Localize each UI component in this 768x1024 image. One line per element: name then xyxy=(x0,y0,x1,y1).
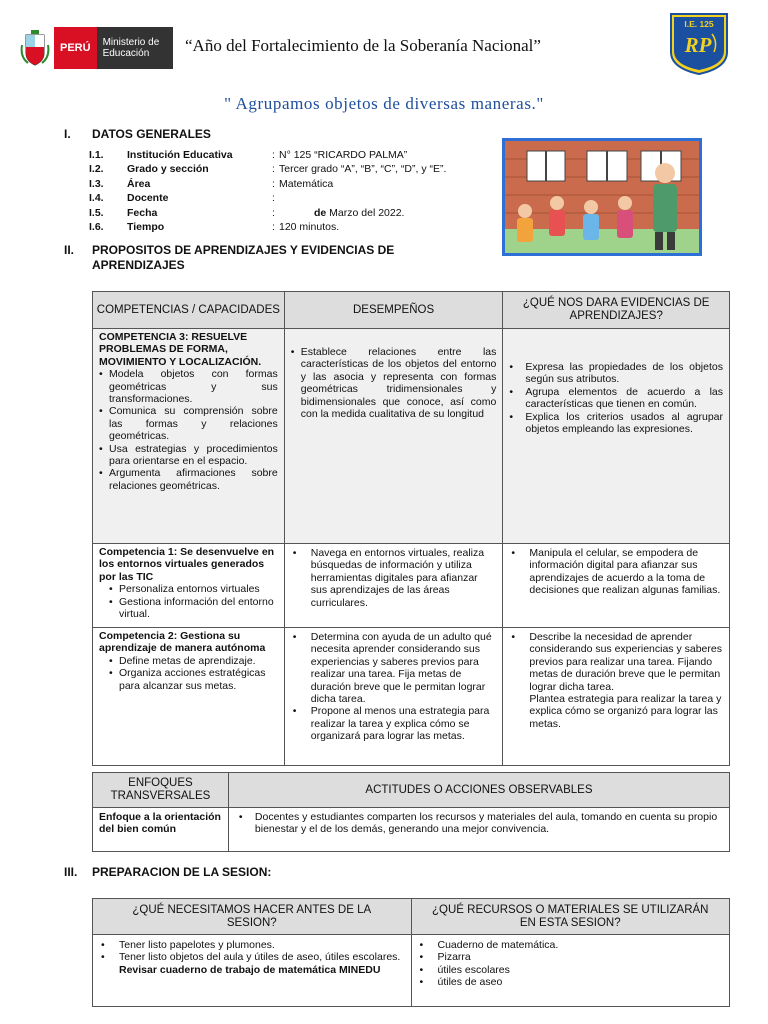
school-badge-initials: RP xyxy=(684,33,712,57)
peru-label: PERÚ xyxy=(54,27,97,69)
evidence-list xyxy=(509,361,723,435)
list-item: • Comunica su comprensión sobre las formas y relaciones geométricas. xyxy=(99,405,278,442)
general-data-key: Área xyxy=(127,177,151,190)
approach-actions xyxy=(228,808,729,852)
list-item: • Explica los criterios usados al agrupar objetos empleando las expresiones. xyxy=(509,411,723,436)
list-item: • Determina con ayuda de un adulto qué necesita aprender considerando sus experiencias y saberes previos para realizar una tarea. Fija metas de duración breve que le permitan lograr dicha tarea. xyxy=(293,631,497,705)
general-data-key: Institución Educativa xyxy=(127,149,233,161)
school-badge-top: I.E. 125 xyxy=(684,19,714,29)
performance-cell xyxy=(284,628,503,766)
evidence-list xyxy=(511,547,723,597)
list-item: • Define metas de aprendizaje. xyxy=(109,655,278,667)
section2-title: PROPOSITOS DE APRENDIZAJES Y EVIDENCIAS DE APRENDIZAJES xyxy=(92,243,395,272)
list-item: • Personaliza entornos virtuales xyxy=(109,583,278,595)
preparation-header-before: ¿QUÉ NECESITAMOS HACER ANTES DE LA SESION? xyxy=(93,899,412,935)
list-item: • Propone al menos una estrategia para realizar la tarea y explica cómo se organizará para lograr las metas. xyxy=(293,705,497,742)
section2-number: II. xyxy=(64,243,75,257)
general-data-value: N° 125 “RICARDO PALMA” xyxy=(279,149,408,161)
purposes-header-competencies: COMPETENCIAS / CAPACIDADES xyxy=(93,292,285,329)
general-data-number: I.6. xyxy=(89,221,104,233)
approach-name: Enfoque a la orientación del bien común xyxy=(93,808,229,852)
section1-number: I. xyxy=(64,127,71,141)
peru-shield-icon xyxy=(20,27,50,69)
general-data-value: 120 minutos. xyxy=(279,221,340,233)
section3-number: III. xyxy=(64,865,78,879)
actions-list xyxy=(239,811,723,836)
materials-cell xyxy=(411,935,730,1007)
list-item: • Describe la necesidad de aprender considerando sus experiencias y saberes previos para realizar una tarea. Fijando metas de duración breve que le permitan lograr dicha tarea. Plantea estrategia para realizar la tarea y explica cómo se organizó para lograr las metas. xyxy=(511,631,723,730)
purposes-table xyxy=(92,291,730,766)
competence-title: COMPETENCIA 3: RESUELVE PROBLEMAS DE FORMA, MOVIMIENTO Y LOCALIZACIÓN. xyxy=(99,331,262,368)
purposes-header-performances: DESEMPEÑOS xyxy=(284,292,503,329)
materials-list xyxy=(420,939,724,989)
general-data-number: I.2. xyxy=(89,163,104,176)
performance-cell xyxy=(284,329,503,544)
classroom-illustration xyxy=(502,138,702,256)
section1-title: DATOS GENERALES xyxy=(92,127,211,141)
list-item: • Navega en entornos virtuales, realiza búsquedas de información y utiliza herramientas digitales para afianzar sus aprendizajes de las áreas curriculares. xyxy=(293,547,497,609)
section1-heading xyxy=(64,127,211,141)
approaches-header-approach: ENFOQUES TRANSVERSALES xyxy=(93,773,229,808)
list-item: • Manipula el celular, se empodera de información digital para afianzar sus aprendizajes de acuerdo a la toma de decisiones que realizan algunas familias. xyxy=(511,547,723,597)
general-data-value: de Marzo del 2022. xyxy=(314,206,405,219)
general-data-number: I.1. xyxy=(89,149,104,161)
capacities-list xyxy=(99,583,278,620)
list-item: • Agrupa elementos de acuerdo a las características que tienen en común. xyxy=(509,386,723,411)
list-item: • Tener listo papelotes y plumones. xyxy=(101,939,405,951)
general-data-colon: : xyxy=(272,149,275,161)
general-data-key: Fecha xyxy=(127,206,158,219)
list-item: • Organiza acciones estratégicas para alcanzar sus metas. xyxy=(109,667,278,692)
school-badge xyxy=(668,12,730,76)
competence-cell xyxy=(93,329,285,544)
general-data-number: I.3. xyxy=(89,177,104,190)
approaches-table xyxy=(92,772,730,852)
competence-title: Competencia 1: Se desenvuelve en los entornos virtuales generados por las TIC xyxy=(99,546,275,583)
list-item: • Expresa las propiedades de los objetos según sus atributos. xyxy=(509,361,723,386)
list-item: • Argumenta afirmaciones sobre relaciones geométricas. xyxy=(99,467,278,492)
competence-cell xyxy=(93,544,285,628)
list-item: • Pizarra xyxy=(420,951,724,963)
preparation-table xyxy=(92,898,730,1007)
section3-heading xyxy=(64,865,271,879)
before-cell xyxy=(93,935,412,1007)
general-data-number: I.5. xyxy=(89,206,104,219)
list-item: • útiles de aseo xyxy=(420,976,724,988)
capacities-list xyxy=(99,368,278,492)
list-item: • útiles escolares xyxy=(420,964,724,976)
list-item: • Gestiona información del entorno virtual. xyxy=(109,596,278,621)
ministry-label: Ministerio de Educación xyxy=(97,27,173,69)
preparation-header-materials: ¿QUÉ RECURSOS O MATERIALES SE UTILIZARÁN EN ESTA SESION? xyxy=(411,899,730,935)
general-data-key: Grado y sección xyxy=(127,163,209,176)
general-data-colon: : xyxy=(272,163,275,176)
general-data-key: Docente xyxy=(127,192,169,205)
section2-heading xyxy=(64,243,444,273)
evidence-cell xyxy=(503,628,730,766)
general-data-value: Tercer grado “A”, “B”, “C”, “D”, y “E”. xyxy=(279,163,447,176)
general-data-colon: : xyxy=(272,177,275,190)
list-item: • Usa estrategias y procedimientos para orientarse en el espacio. xyxy=(99,443,278,468)
performances-list xyxy=(293,631,497,743)
list-item: • Modela objetos con formas geométricas y sus transformaciones. xyxy=(99,368,278,405)
list-item: • Cuaderno de matemática. xyxy=(420,939,724,951)
competence-title: Competencia 2: Gestiona su aprendizaje de manera autónoma xyxy=(99,630,266,655)
performances-list xyxy=(291,346,497,420)
competence-cell xyxy=(93,628,285,766)
list-item: • Tener listo objetos del aula y útiles de aseo, útiles escolares. xyxy=(101,951,405,963)
approaches-header-actions: ACTITUDES O ACCIONES OBSERVABLES xyxy=(228,773,729,808)
before-note: Revisar cuaderno de trabajo de matemática MINEDU xyxy=(119,963,381,976)
general-data-colon: : xyxy=(272,192,275,205)
evidence-list xyxy=(511,631,723,730)
evidence-cell xyxy=(503,329,730,544)
year-title: “Año del Fortalecimiento de la Soberanía Nacional” xyxy=(185,36,541,55)
purposes-header-evidence: ¿QUÉ NOS DARA EVIDENCIAS DE APRENDIZAJES? xyxy=(503,292,730,329)
general-data-number: I.4. xyxy=(89,192,104,205)
general-data-colon: : xyxy=(272,221,275,233)
before-list xyxy=(101,939,405,964)
general-data-colon: : xyxy=(272,206,275,219)
section3-title: PREPARACION DE LA SESION: xyxy=(92,865,272,879)
list-item: • Docentes y estudiantes comparten los recursos y materiales del aula, tomando en cuenta su propio bienestar y el de los demás, generando una mejor convivencia. xyxy=(239,811,723,836)
list-item: • Establece relaciones entre las características de los objetos del entorno y las asocia y representa con formas geométricas tridimensionales y bidimensionales que conoce, así como con la medida cualitativa de su longitud xyxy=(291,346,497,420)
evidence-cell xyxy=(503,544,730,628)
performance-cell xyxy=(284,544,503,628)
performances-list xyxy=(293,547,497,609)
session-title: " Agrupamos objetos de diversas maneras." xyxy=(224,94,544,113)
capacities-list xyxy=(99,655,278,692)
general-data-key: Tiempo xyxy=(127,221,165,233)
general-data-value: Matemática xyxy=(279,177,334,190)
minedu-logo xyxy=(20,27,176,69)
